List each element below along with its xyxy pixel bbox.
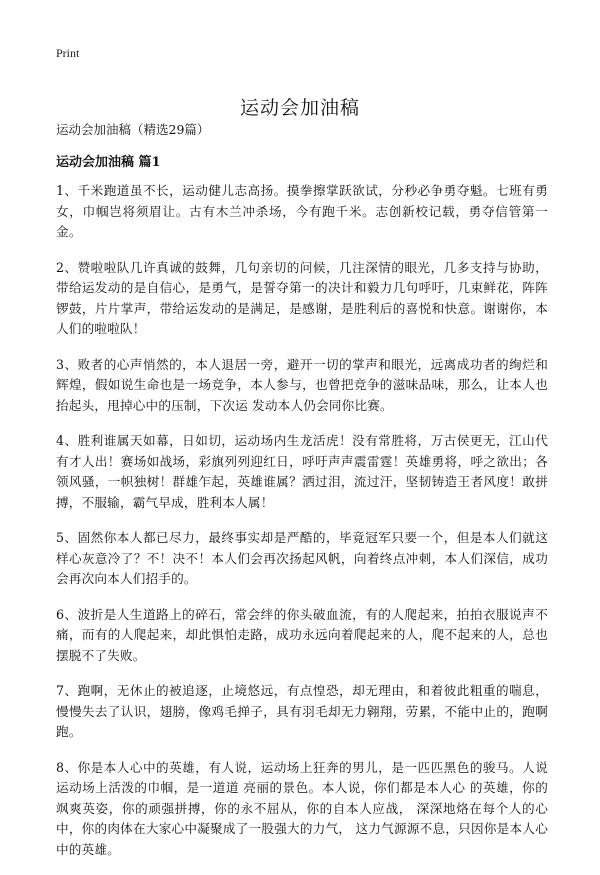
paragraph-6: 6、波折是人生道路上的碎石，常会绊的你头破血流，有的人爬起来，拍拍衣服说声不痛，而有的人爬起来，却此惧怕走路，成功永远向着爬起来的人，爬不起来的人，总也摆脱不了失败。	[56, 606, 548, 663]
paragraph-8: 8、你是本人心中的英雄，有人说，运动场上狂奔的男儿，是一匹匹黑色的骏马。人说运动场上活泼的巾帼，是一道道 亮丽的景色。本人说，你们都是本人心 的英雄，你的飒爽英姿，你的顽强拼搏，你的永不屈从，你的自本人应战， 深深地烙在每个人的心中，你的肉体在大家心中凝聚成了一股强大的力气， 这力气源源不息，只因你是本人心中的英雄。	[56, 759, 548, 857]
paragraph-2: 2、赞啦啦队几许真诚的鼓舞，几句亲切的问候，几注深情的眼光，几多支持与协助，带给运发动的是自信心，是勇气，是誓夺第一的决计和毅力几句呼吁，几束鲜花，阵阵锣鼓，片片掌声，带给运发动的是满足，是感谢，是胜利后的喜悦和快意。谢谢你，本人们的啦啦队！	[56, 259, 548, 336]
section-heading: 运动会加油稿 篇1	[56, 155, 161, 170]
page-title: 运动会加油稿	[239, 96, 360, 119]
article-body	[56, 181, 548, 875]
document-subtitle: 运动会加油稿（精选29篇）	[56, 122, 210, 137]
paragraph-1: 1、千米跑道虽不长，运动健儿志高扬。摸拳擦掌跃欲试，分秒必争勇夺魁。七班有勇女，巾帼岂将须眉让。古有木兰冲杀场，今有跑千米。志创新校记载，勇夺信管第一金。	[56, 183, 548, 239]
paragraph-5: 5、固然你本人都已尽力，最终事实却是严酷的，毕竟冠军只要一个，但是本人们就这样心灰意冷了？不！决不！本人们会再次扬起风帆，向着终点冲刺，本人们深信，成功会再次向本人们招手的。	[56, 530, 548, 586]
paragraph-3: 3、败者的心声悄然的，本人退居一旁，避开一切的掌声和眼光，远离成功者的绚烂和辉煌，假如说生命也是一场竞争，本人参与，也曾把竞争的滋味品味，那么，让本人也抬起头，甩掉心中的压制，下次运 发动本人仍会同你比赛。	[56, 356, 548, 413]
paragraph-7: 7、跑啊，无休止的被追逐，止境悠远，有点惶恐，却无理由，和着彼此粗重的喘息，慢慢失去了认识，翅膀，像鸡毛掸子，具有羽毛却无力翱翔，劳累，不能中止的，跑啊跑。	[56, 683, 548, 739]
paragraph-4: 4、胜利谁属天如幕，日如切，运动场内生龙活虎！没有常胜将，万古侯更无，江山代有才人出！赛场如战场，彩旗列列迎红日，呼吁声声震雷霆！英雄勇将，呼之欲出；各领风骚，一帜独树！群雄乍起，英雄谁属？洒过泪，流过汗，坚韧铸造王者风度！敢拼搏，不服输，霸气早成，胜利本人属！	[56, 433, 548, 510]
print-link[interactable]: Print	[56, 46, 80, 60]
